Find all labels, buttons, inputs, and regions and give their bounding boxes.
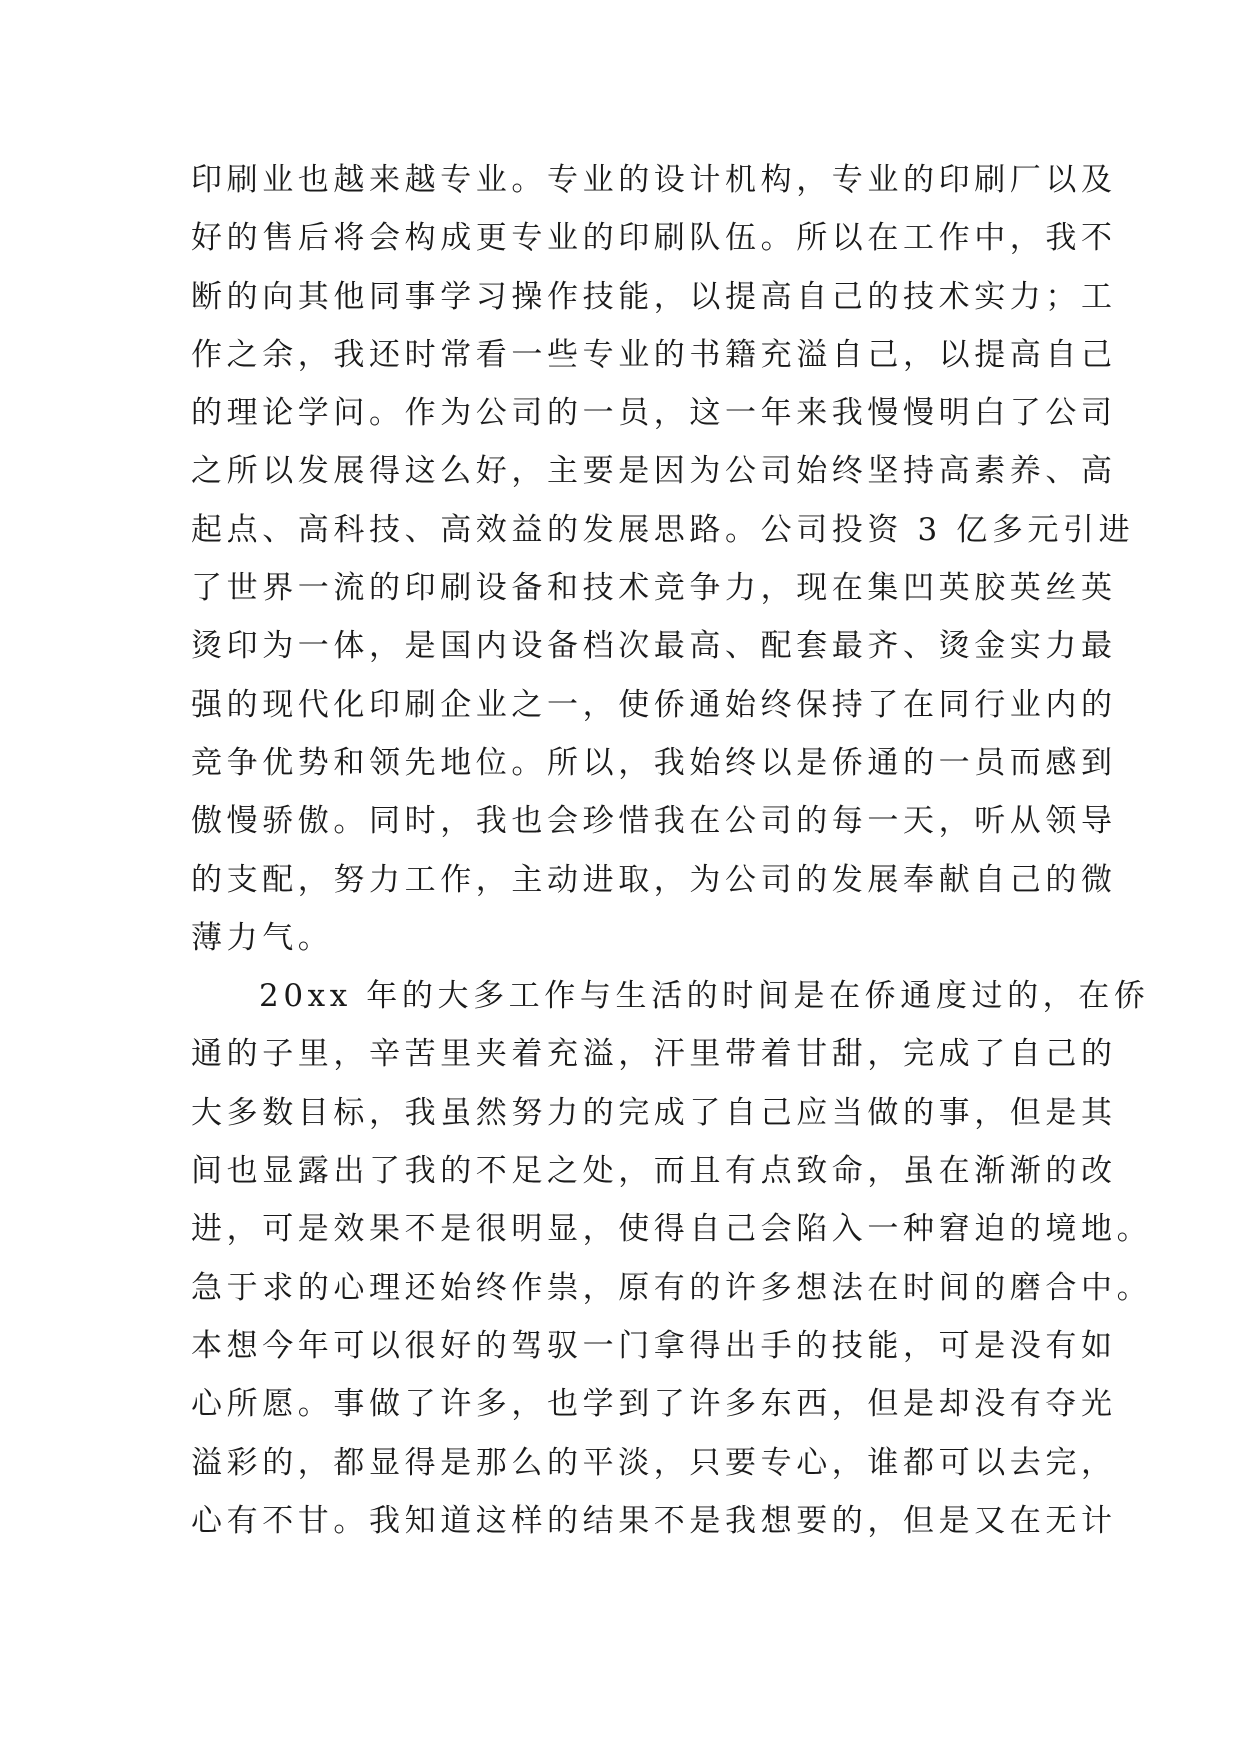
- paragraph-2-line-3: 大多数目标，我虽然努力的完成了自己应当做的事，但是其: [191, 1094, 1117, 1131]
- paragraph-1-line-4: 作之余，我还时常看一些专业的书籍充溢自己，以提高自己: [191, 336, 1117, 373]
- paragraph-2-line-10: 心有不甘。我知道这样的结果不是我想要的，但是又在无计: [191, 1502, 1117, 1539]
- paragraph-1-line-1: 印刷业也越来越专业。专业的设计机构，专业的印刷厂以及: [191, 162, 1117, 198]
- paragraph-1-line-7: 起点、高科技、高效益的发展思路。公司投资 3 亿多元引进: [191, 511, 1135, 548]
- paragraph-2-line-5: 进，可是效果不是很明显，使得自己会陷入一种窘迫的境地。: [191, 1211, 1153, 1248]
- body-text: [191, 151, 1153, 1550]
- paragraph-2-line-8: 心所愿。事做了许多，也学到了许多东西，但是却没有夺光: [191, 1386, 1117, 1423]
- paragraph-2-line-1: 20xx 年的大多工作与生活的时间是在侨通度过的，在侨: [259, 978, 1150, 1015]
- paragraph-2-line-6: 急于求的心理还始终作祟，原有的许多想法在时间的磨合中。: [191, 1269, 1153, 1306]
- paragraph-1-line-12: 傲慢骄傲。同时，我也会珍惜我在公司的每一天，听从领导: [191, 803, 1117, 840]
- paragraph-1-line-9: 烫印为一体，是国内设备档次最高、配套最齐、烫金实力最: [191, 628, 1117, 665]
- paragraph-1-line-2: 好的售后将会构成更专业的印刷队伍。所以在工作中，我不: [191, 220, 1117, 257]
- paragraph-1-line-10: 强的现代化印刷企业之一，使侨通始终保持了在同行业内的: [191, 686, 1117, 723]
- paragraph-1-line-8: 了世界一流的印刷设备和技术竞争力，现在集凹英胶英丝英: [191, 570, 1117, 607]
- paragraph-1-line-6: 之所以发展得这么好，主要是因为公司始终坚持高素养、高: [191, 453, 1117, 490]
- paragraph-2-line-9: 溢彩的，都显得是那么的平淡，只要专心，谁都可以去完，: [191, 1444, 1117, 1481]
- paragraph-1-line-3: 断的向其他同事学习操作技能，以提高自己的技术实力；工: [191, 278, 1117, 315]
- paragraph-2-line-2: 通的子里，辛苦里夹着充溢，汗里带着甘甜，完成了自己的: [191, 1036, 1117, 1073]
- paragraph-1-line-11: 竞争优势和领先地位。所以，我始终以是侨通的一员而感到: [191, 744, 1117, 781]
- paragraph-1-line-5: 的理论学问。作为公司的一员，这一年来我慢慢明白了公司: [191, 395, 1117, 432]
- paragraph-2-line-4: 间也显露出了我的不足之处，而且有点致命，虽在渐渐的改: [191, 1153, 1117, 1190]
- paragraph-1-line-14: 薄力气。: [191, 919, 334, 956]
- paragraph-1-line-13: 的支配，努力工作，主动进取，为公司的发展奉献自己的微: [191, 861, 1117, 898]
- paragraph-2-line-7: 本想今年可以很好的驾驭一门拿得出手的技能，可是没有如: [191, 1327, 1117, 1364]
